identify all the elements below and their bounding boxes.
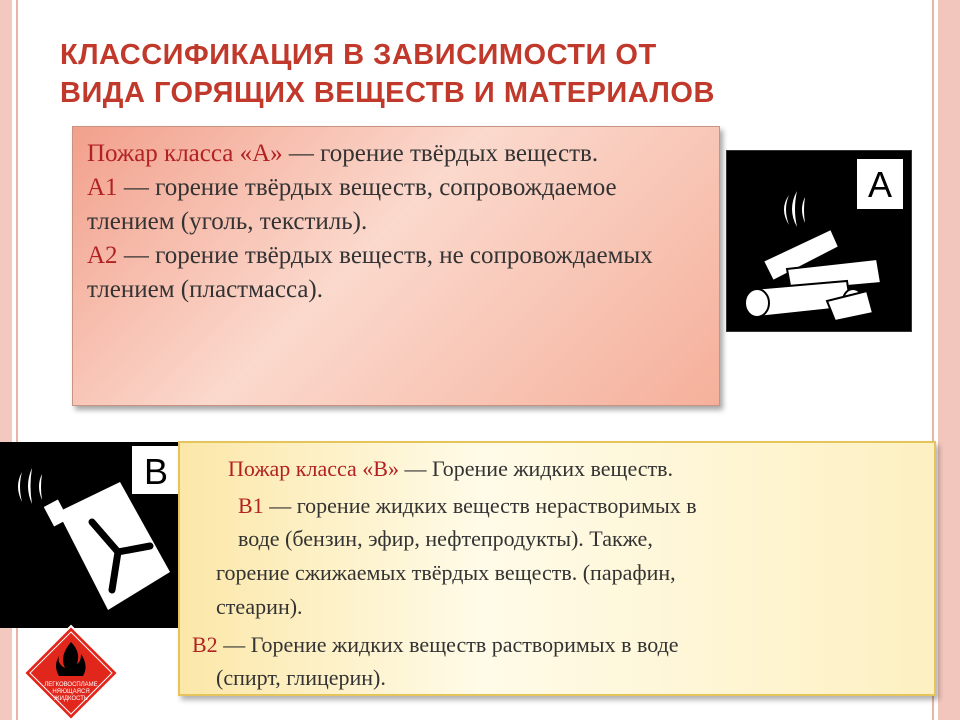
title-line-1: КЛАССИФИКАЦИЯ В ЗАВИСИМОСТИ ОТ <box>60 39 657 71</box>
right-decor-strip <box>938 0 960 720</box>
class-b2-label: В2 <box>192 632 218 657</box>
class-a1-label: А1 <box>87 174 118 201</box>
class-b1-line-1 <box>238 490 697 522</box>
class-b1-line-3: горение сжижаемых твёрдых веществ. (парафин, <box>216 560 676 585</box>
class-a-label: Пожар класса «А» <box>87 140 283 167</box>
class-b2-text-1: — Горение жидких веществ растворимых в воде <box>217 632 679 657</box>
class-a-pictogram <box>726 150 912 332</box>
hazard-text-1: ЛЕГКОВОСПЛАМЕ <box>44 682 98 688</box>
flame-hazard-icon <box>22 624 120 722</box>
class-a1 <box>87 171 705 239</box>
burning-logs-icon <box>727 151 911 331</box>
class-b-box <box>178 441 936 696</box>
class-b-icon-letter: B <box>143 451 169 492</box>
canister-icon <box>0 442 188 628</box>
class-b1-label: В1 <box>238 493 264 518</box>
flammable-liquid-hazard-sign <box>22 624 120 722</box>
class-a-box <box>72 126 720 406</box>
class-b-intro <box>228 453 673 485</box>
class-a-intro-text: — горение твёрдых веществ. <box>282 140 599 167</box>
class-b-intro-text: — Горение жидких веществ. <box>398 456 674 481</box>
class-b-label: Пожар класса «В» <box>228 456 399 481</box>
class-b-pictogram <box>0 442 188 628</box>
class-b2-line-1 <box>192 629 679 661</box>
class-a2-label: А2 <box>87 242 118 269</box>
class-b2-line-2: (спирт, глицерин). <box>216 665 386 690</box>
class-b1-line-4: стеарин). <box>216 594 303 619</box>
class-a-icon-letter: A <box>867 164 893 205</box>
class-a2 <box>87 239 705 307</box>
title-line-2: ВИДА ГОРЯЩИХ ВЕЩЕСТВ И МАТЕРИАЛОВ <box>60 77 715 109</box>
class-b1-line-2: воде (бензин, эфир, нефтепродукты). Также, <box>238 526 653 551</box>
class-b1-text-1: — горение жидких веществ нерастворимых в <box>263 493 697 518</box>
class-a1-text: — горение твёрдых веществ, сопровождаемое тлением (уголь, текстиль). <box>87 174 617 235</box>
class-a-intro <box>87 137 705 171</box>
class-a2-text: — горение твёрдых веществ, не сопровождаемых тлением (пластмасса). <box>87 242 653 303</box>
hazard-text-3: ЖИДКОСТЬ <box>54 696 88 702</box>
hazard-text-2: НЯЮЩАЯСЯ <box>52 689 90 695</box>
slide-title <box>60 36 880 112</box>
